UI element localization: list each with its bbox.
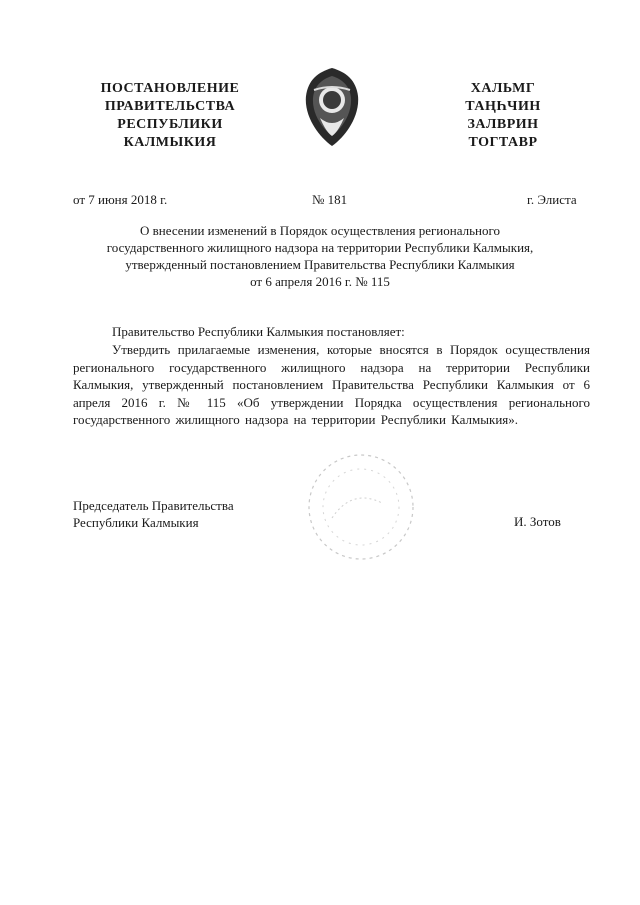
title-line: государственного жилищного надзора на территории Республики Калмыкия, — [106, 240, 534, 255]
issuer-line: РЕСПУБЛИКИ — [117, 117, 223, 132]
faded-stamp — [302, 448, 420, 566]
document-title — [100, 222, 540, 290]
issuer-line: ТАҢҺЧИН — [465, 99, 541, 114]
issuer-line: ЗАЛВРИН — [467, 117, 539, 132]
issuer-line: ТОГТАВР — [468, 135, 538, 150]
preamble-text: Правительство Республики Калмыкия постановляет: — [112, 324, 405, 339]
document-issuer-ru — [90, 80, 250, 152]
issuer-line: ПРАВИТЕЛЬСТВА — [104, 99, 236, 114]
title-line: от 6 апреля 2016 г. № 115 — [250, 274, 390, 289]
title-line: О внесении изменений в Порядок осуществления регионального — [140, 223, 500, 238]
signatory-position — [73, 497, 234, 531]
coat-of-arms-emblem — [300, 66, 364, 148]
signatory-name: И. Зотов — [514, 514, 561, 529]
document-issuer-kalmyk — [448, 80, 558, 152]
issuer-line: КАЛМЫКИЯ — [123, 135, 217, 150]
body-paragraph: Утвердить прилагаемые изменения, которые вносятся в Порядок осуществления регионального государственного жилищного надзора на территории Республики Калмыкия, утвержденный постановлением Правительства Республики Калмыкия от 6 апреля 2016 г. № 115 «Об утверждении Порядка осуществления регионального государственного жилищного надзора на территории Республики Калмыкия». — [73, 342, 590, 427]
position-line: Республики Калмыкия — [73, 515, 199, 530]
title-line: утвержденный постановлением Правительства Республики Калмыкия — [125, 257, 515, 272]
document-number: № 181 — [312, 192, 348, 207]
position-line: Председатель Правительства — [73, 498, 234, 513]
issuer-line: ХАЛЬМГ — [470, 81, 536, 96]
document-city: г. Элиста — [527, 192, 577, 207]
issuer-line: ПОСТАНОВЛЕНИЕ — [100, 81, 240, 96]
document-date: от 7 июня 2018 г. — [73, 192, 168, 207]
